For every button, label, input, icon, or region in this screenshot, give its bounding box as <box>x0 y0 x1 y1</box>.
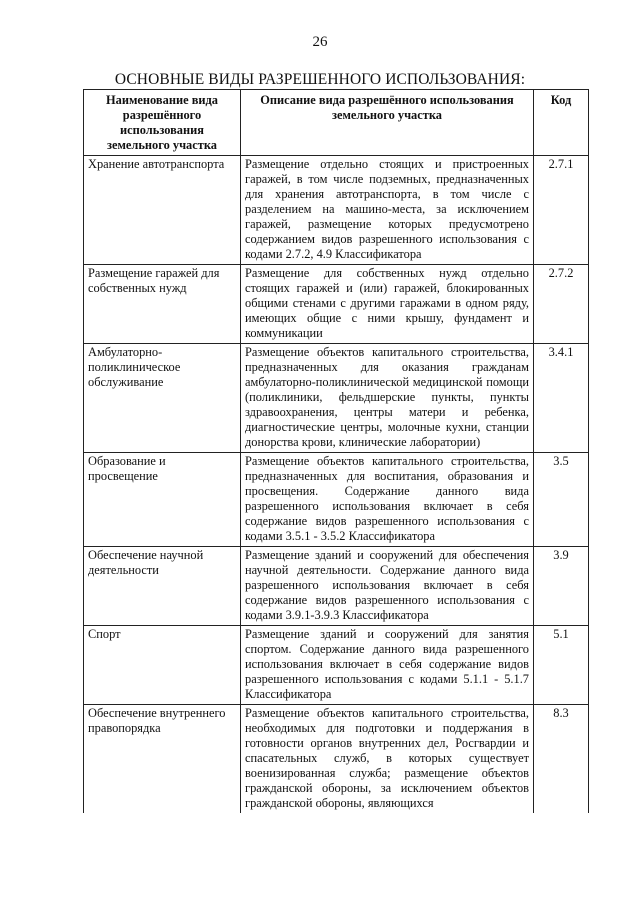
row-code: 3.5 <box>534 453 589 547</box>
table-header-row <box>84 90 589 156</box>
row-name: Обеспечение внутреннего правопорядка <box>84 705 241 814</box>
page-number: 26 <box>312 34 328 50</box>
table-row <box>84 626 589 705</box>
section-title: ОСНОВНЫЕ ВИДЫ РАЗРЕШЕННОГО ИСПОЛЬЗОВАНИЯ: <box>114 71 526 88</box>
row-name: Амбулаторно-поликлиническое обслуживание <box>84 344 241 453</box>
row-description: Размещение объектов капитального строительства, предназначенных для оказания гражданам амбулаторно-поликлинической медицинской помощи (поликлиники, фельдшерские пункты, пункты здравоохранения, центры матери и ребенка, диагностические центры, молочные кухни, станции донорства крови, клинические лаборатории) <box>241 344 534 453</box>
table-row <box>84 453 589 547</box>
header-name: Наименование вида разрешённого использования земельного участка <box>84 90 241 156</box>
row-name: Обеспечение научной деятельности <box>84 547 241 626</box>
table-row <box>84 156 589 265</box>
row-description: Размещение отдельно стоящих и пристроенных гаражей, в том числе подземных, предназначенных для хранения автотранспорта, в том числе с разделением на машино-места, за исключением гаражей, размещение которых предусмотрено содержанием видов разрешенного использования с кодами 2.7.2, 4.9 Классификатора <box>241 156 534 265</box>
row-name: Образование и просвещение <box>84 453 241 547</box>
row-name: Спорт <box>84 626 241 705</box>
row-code: 8.3 <box>534 705 589 814</box>
row-description: Размещение объектов капитального строительства, предназначенных для воспитания, образования и просвещения. Содержание данного вида разрешенного использования включает в себя содержание видов разрешенного использования с кодами 3.5.1 - 3.5.2 Классификатора <box>241 453 534 547</box>
row-code: 2.7.2 <box>534 265 589 344</box>
row-code: 2.7.1 <box>534 156 589 265</box>
row-description: Размещение зданий и сооружений для обеспечения научной деятельности. Содержание данного вида разрешенного использования включает в себя содержание видов разрешенного использования с кодами 3.9.1-3.9.3 Классификатора <box>241 547 534 626</box>
header-description: Описание вида разрешённого использования земельного участка <box>241 90 534 156</box>
row-code: 5.1 <box>534 626 589 705</box>
row-code: 3.4.1 <box>534 344 589 453</box>
row-description: Размещение зданий и сооружений для занятия спортом. Содержание данного вида разрешенного использования включает в себя содержание видов разрешенного использования с кодами 5.1.1 - 5.1.7 Классификатора <box>241 626 534 705</box>
table-row <box>84 265 589 344</box>
table-row <box>84 705 589 814</box>
table-row <box>84 344 589 453</box>
row-name: Хранение автотранспорта <box>84 156 241 265</box>
row-description: Размещение для собственных нужд отдельно стоящих гаражей и (или) гаражей, блокированных общими стенами с другими гаражами в одном ряду, имеющих общие с ними крышу, фундамент и коммуникации <box>241 265 534 344</box>
row-description: Размещение объектов капитального строительства, необходимых для подготовки и поддержания в готовности органов внутренних дел, Росгвардии и спасательных служб, в которых существует военизированная служба; размещение объектов гражданской обороны, за исключением объектов гражданской обороны, являющихся <box>241 705 534 814</box>
row-name: Размещение гаражей для собственных нужд <box>84 265 241 344</box>
header-code: Код <box>534 90 589 156</box>
table-row <box>84 547 589 626</box>
land-use-table <box>83 89 589 813</box>
row-code: 3.9 <box>534 547 589 626</box>
